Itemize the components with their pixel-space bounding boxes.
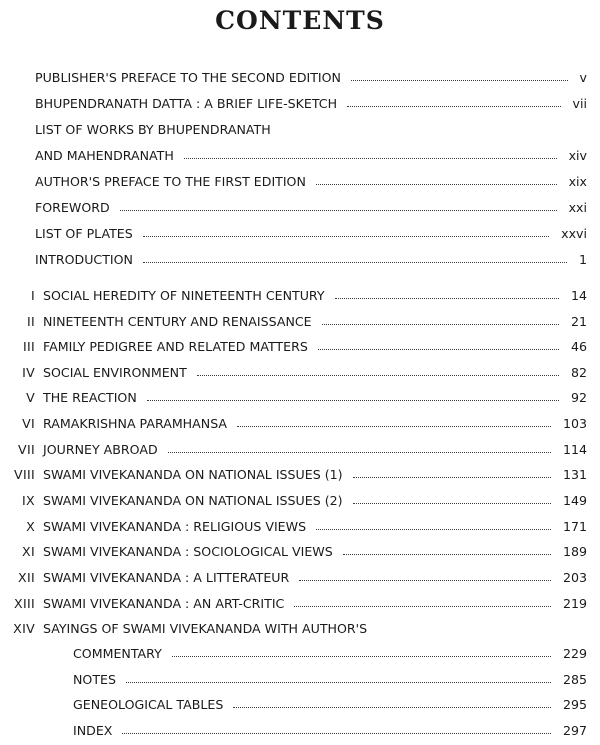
chapter-number: XII — [18, 570, 35, 585]
entry-title: NOTES — [73, 672, 116, 687]
chapter-number: IX — [22, 493, 35, 508]
chapter-number: VI — [22, 416, 35, 431]
page-number: 114 — [562, 442, 587, 457]
dot-leader — [347, 106, 561, 107]
entry-title: PUBLISHER'S PREFACE TO THE SECOND EDITION — [35, 70, 341, 85]
dot-leader — [316, 184, 557, 185]
entry-title: SWAMI VIVEKANANDA ON NATIONAL ISSUES (2) — [43, 493, 343, 508]
toc-entry — [0, 93, 600, 115]
dot-leader — [143, 262, 567, 263]
toc-entry — [0, 197, 600, 219]
entry-title: RAMAKRISHNA PARAMHANSA — [43, 416, 228, 431]
toc-entry — [0, 643, 600, 665]
toc-entry — [0, 669, 600, 691]
page-number: v — [579, 70, 587, 85]
dot-leader — [335, 298, 559, 299]
page-number: 1 — [578, 252, 587, 267]
page-number: 171 — [562, 519, 587, 534]
entry-title: SOCIAL ENVIRONMENT — [43, 365, 187, 380]
page-number: 219 — [562, 596, 587, 611]
entry-title: GENEOLOGICAL TABLES — [73, 697, 224, 712]
toc-chapter-entry — [0, 413, 600, 435]
chapter-number: X — [26, 519, 35, 534]
page-number: 103 — [562, 416, 587, 431]
entry-title: SWAMI VIVEKANANDA : A LITTERATEUR — [43, 570, 290, 585]
toc-chapter-entry — [0, 618, 600, 640]
chapter-number: I — [30, 288, 35, 303]
toc-chapter-entry — [0, 593, 600, 615]
dot-leader — [351, 80, 568, 81]
toc-entry — [0, 119, 600, 141]
dot-leader — [143, 236, 549, 237]
page-number: 149 — [562, 493, 587, 508]
dot-leader — [172, 656, 551, 657]
dot-leader — [322, 324, 559, 325]
dot-leader — [343, 554, 551, 555]
toc-chapter-entry — [0, 362, 600, 384]
page-number: xix — [568, 174, 587, 189]
entry-title: FOREWORD — [35, 200, 110, 215]
toc-chapter-entry — [0, 516, 600, 538]
dot-leader — [168, 452, 551, 453]
chapter-number: II — [26, 314, 35, 329]
entry-title: SAYINGS OF SWAMI VIVEKANANDA WITH AUTHOR'S — [43, 621, 368, 636]
entry-title: AUTHOR'S PREFACE TO THE FIRST EDITION — [35, 174, 306, 189]
toc-chapter-entry — [0, 567, 600, 589]
dot-leader — [197, 375, 559, 376]
page-number: xxi — [568, 200, 587, 215]
entry-title: BHUPENDRANATH DATTA : A BRIEF LIFE-SKETCH — [35, 96, 338, 111]
dot-leader — [353, 503, 551, 504]
chapter-number: VIII — [14, 467, 35, 482]
chapter-number: XIV — [13, 621, 35, 636]
page-number: 189 — [562, 544, 587, 559]
entry-title: SWAMI VIVEKANANDA : SOCIOLOGICAL VIEWS — [43, 544, 333, 559]
entry-title: FAMILY PEDIGREE AND RELATED MATTERS — [43, 339, 308, 354]
dot-leader — [120, 210, 557, 211]
toc-chapter-entry — [0, 541, 600, 563]
toc-entry — [0, 171, 600, 193]
toc-entry — [0, 145, 600, 167]
chapter-number: V — [26, 390, 35, 405]
entry-title: LIST OF PLATES — [35, 226, 133, 241]
toc-chapter-entry — [0, 311, 600, 333]
dot-leader — [237, 426, 551, 427]
dot-leader — [299, 580, 551, 581]
page-number: xiv — [568, 148, 587, 163]
dot-leader — [233, 707, 551, 708]
dot-leader — [147, 400, 559, 401]
toc-chapter-entry — [0, 285, 600, 307]
chapter-number: IV — [22, 365, 35, 380]
chapter-number: XI — [22, 544, 35, 559]
page-number: 92 — [570, 390, 587, 405]
page-number: 295 — [562, 697, 587, 712]
toc-chapter-entry — [0, 464, 600, 486]
page-number: 203 — [562, 570, 587, 585]
chapter-number: VII — [18, 442, 35, 457]
entry-title: SOCIAL HEREDITY OF NINETEENTH CENTURY — [43, 288, 325, 303]
toc-entry — [0, 249, 600, 271]
toc-chapter-entry — [0, 336, 600, 358]
dot-leader — [294, 606, 551, 607]
page-number: xxvi — [561, 226, 587, 241]
chapter-number: III — [22, 339, 35, 354]
entry-title: SWAMI VIVEKANANDA ON NATIONAL ISSUES (1) — [43, 467, 343, 482]
entry-title: THE REACTION — [43, 390, 137, 405]
page-number: 21 — [570, 314, 587, 329]
entry-title: SWAMI VIVEKANANDA : RELIGIOUS VIEWS — [43, 519, 307, 534]
dot-leader — [126, 682, 551, 683]
dot-leader — [316, 529, 551, 530]
page-number: 14 — [570, 288, 587, 303]
toc-chapter-entry — [0, 387, 600, 409]
toc-chapter-entry — [0, 439, 600, 461]
page-number: 82 — [570, 365, 587, 380]
dot-leader — [318, 349, 559, 350]
dot-leader — [122, 733, 551, 734]
toc-entry — [0, 223, 600, 245]
entry-title: INTRODUCTION — [35, 252, 133, 267]
toc-entry — [0, 67, 600, 89]
entry-title: LIST OF WORKS BY BHUPENDRANATH — [35, 122, 271, 137]
entry-title: JOURNEY ABROAD — [43, 442, 158, 457]
page-number: 297 — [562, 723, 587, 738]
page-number: 46 — [570, 339, 587, 354]
entry-title: AND MAHENDRANATH — [35, 148, 174, 163]
dot-leader — [353, 477, 551, 478]
toc-chapter-entry — [0, 490, 600, 512]
page-number: 285 — [562, 672, 587, 687]
entry-title: SWAMI VIVEKANANDA : AN ART-CRITIC — [43, 596, 285, 611]
entry-title: NINETEENTH CENTURY AND RENAISSANCE — [43, 314, 312, 329]
page-number: vii — [572, 96, 587, 111]
page-number: 229 — [562, 646, 587, 661]
page-title: CONTENTS — [215, 6, 385, 35]
page-number: 131 — [562, 467, 587, 482]
entry-title: INDEX — [73, 723, 113, 738]
chapter-number: XIII — [14, 596, 35, 611]
dot-leader — [184, 158, 557, 159]
entry-title: COMMENTARY — [73, 646, 162, 661]
toc-entry — [0, 720, 600, 742]
toc-entry — [0, 694, 600, 716]
